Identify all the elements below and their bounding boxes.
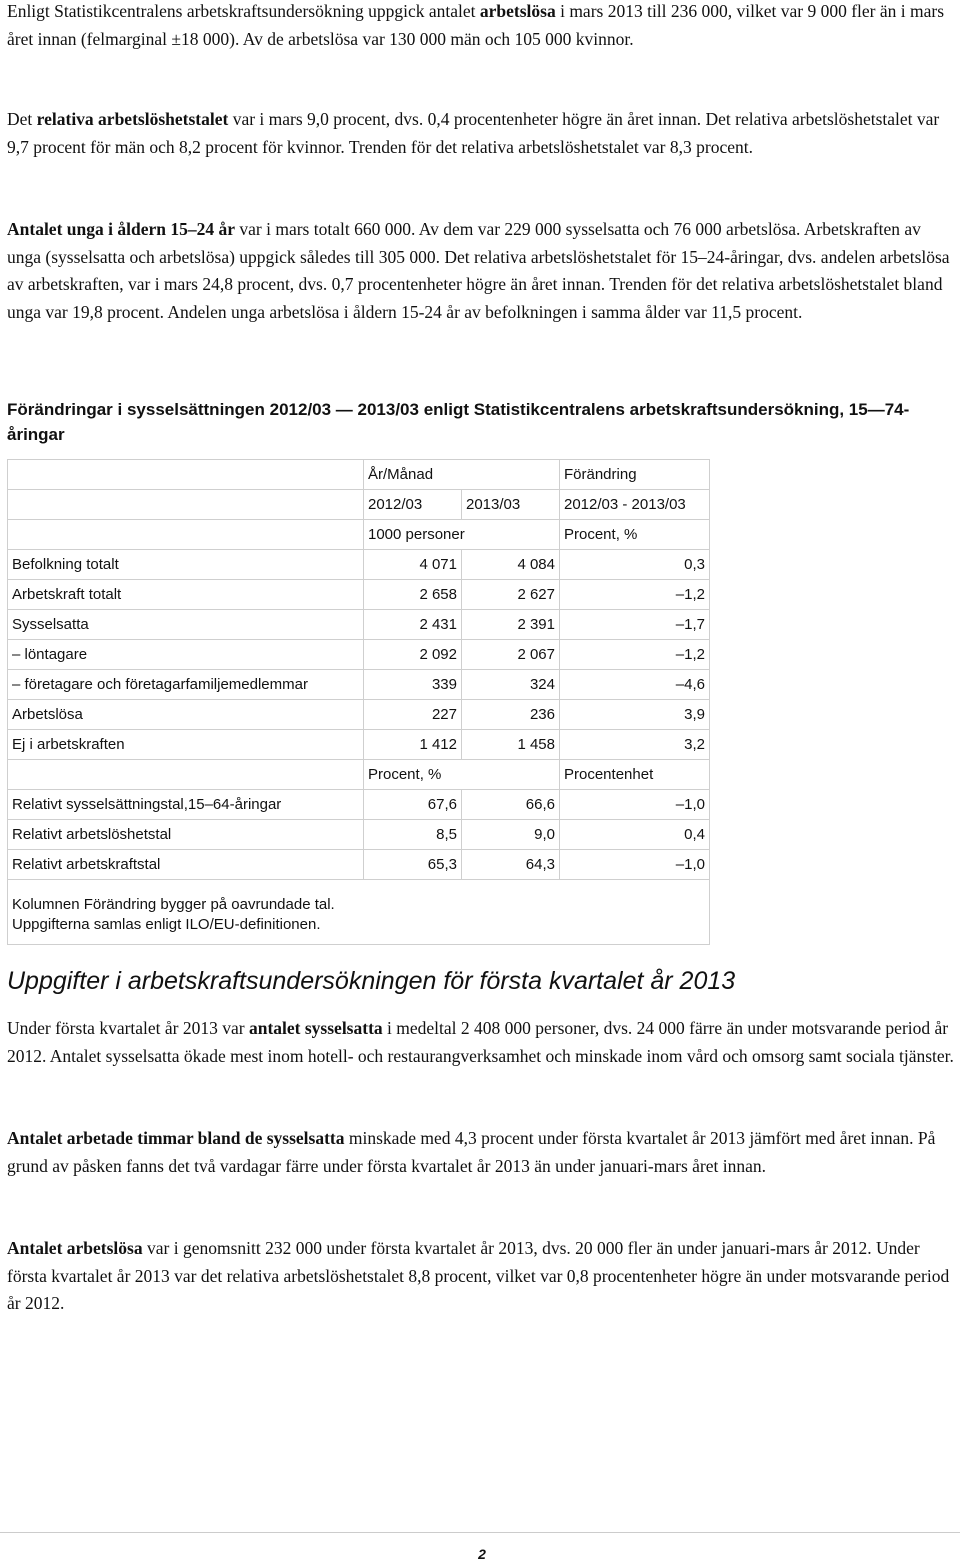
unit-label: Procent, % xyxy=(364,760,560,790)
value-change: –4,6 xyxy=(560,670,710,700)
column-header-2013: 2013/03 xyxy=(462,490,560,520)
value-2012: 1 412 xyxy=(364,730,462,760)
value-2013: 324 xyxy=(462,670,560,700)
text-run: minskade med 4,3 procent under första kvartalet år 2013 jämfört med året innan. På grund av påsken fanns det två vardagar färre under första kvartalet år 2013 än under januari-mars året innan. xyxy=(7,1128,936,1176)
table-row xyxy=(8,850,710,880)
row-label: Arbetskraft totalt xyxy=(8,580,364,610)
row-label: Arbetslösa xyxy=(8,700,364,730)
bold-run: Antalet unga i åldern 15–24 år xyxy=(7,219,235,239)
table-header-row xyxy=(8,460,710,490)
unit-label: 1000 personer xyxy=(364,520,560,550)
value-2012: 65,3 xyxy=(364,850,462,880)
table-header-row xyxy=(8,490,710,520)
value-change: –1,2 xyxy=(560,640,710,670)
table-row xyxy=(8,670,710,700)
table-note: Uppgifterna samlas enligt ILO/EU-definitionen. xyxy=(12,916,321,933)
table-row xyxy=(8,700,710,730)
value-2013: 9,0 xyxy=(462,820,560,850)
value-2012: 2 092 xyxy=(364,640,462,670)
value-change: 3,2 xyxy=(560,730,710,760)
empty-header-cell xyxy=(8,520,364,550)
value-2013: 2 391 xyxy=(462,610,560,640)
page-number: 2 xyxy=(478,1546,486,1562)
value-change: –1,0 xyxy=(560,850,710,880)
paragraph-unemployed xyxy=(7,0,957,53)
text-run: Enligt Statistikcentralens arbetskraftsundersökning uppgick antalet xyxy=(7,1,480,21)
bold-run: Antalet arbetade timmar bland de sysselsatta xyxy=(7,1128,345,1148)
bold-run: arbetslösa xyxy=(479,1,556,21)
column-header-change: 2012/03 - 2013/03 xyxy=(560,490,710,520)
text-run: var i mars 9,0 procent, dvs. 0,4 procentenheter högre än året innan. Det relativa arbetslöshetstalet var 9,7 procent för män och 8,2 procent för kvinnor. Trenden för det relativa arbetslöshetstalet var 8,3 procent. xyxy=(7,109,940,157)
value-2013: 4 084 xyxy=(462,550,560,580)
text-run: Det xyxy=(7,109,37,129)
table-row xyxy=(8,580,710,610)
table-row xyxy=(8,790,710,820)
value-2012: 8,5 xyxy=(364,820,462,850)
value-2012: 67,6 xyxy=(364,790,462,820)
empty-header-cell xyxy=(8,490,364,520)
value-change: 0,3 xyxy=(560,550,710,580)
employment-table xyxy=(7,459,710,945)
period-header: År/Månad xyxy=(364,460,560,490)
value-2013: 64,3 xyxy=(462,850,560,880)
row-label: Relativt arbetslöshetstal xyxy=(8,820,364,850)
row-label: – löntagare xyxy=(8,640,364,670)
unit-label: Procent, % xyxy=(560,520,710,550)
table-title: Förändringar i sysselsättningen 2012/03 — 2013/03 enligt Statistikcentralens arbetskraftsundersökning, 15—74-åringar xyxy=(7,400,910,444)
paragraph-employed xyxy=(7,1015,957,1070)
table-row xyxy=(8,820,710,850)
value-change: –1,0 xyxy=(560,790,710,820)
footer-divider xyxy=(0,1532,960,1533)
text-run: i mars 2013 till 236 000, vilket var 9 000 fler än i mars året innan (felmarginal ±18 000). Av de arbetslösa var 130 000 män och 105 000 kvinnor. xyxy=(7,1,945,49)
row-label: Sysselsatta xyxy=(8,610,364,640)
section-heading: Uppgifter i arbetskraftsundersökningen för första kvartalet år 2013 xyxy=(7,967,736,995)
change-header: Förändring xyxy=(560,460,710,490)
row-label: Befolkning totalt xyxy=(8,550,364,580)
value-2012: 2 658 xyxy=(364,580,462,610)
table-row xyxy=(8,640,710,670)
row-label: Ej i arbetskraften xyxy=(8,730,364,760)
table-row xyxy=(8,550,710,580)
value-change: 0,4 xyxy=(560,820,710,850)
bold-run: antalet sysselsatta xyxy=(248,1018,383,1038)
value-2013: 66,6 xyxy=(462,790,560,820)
text-run: Under första kvartalet år 2013 var xyxy=(7,1018,249,1038)
value-2013: 236 xyxy=(462,700,560,730)
value-change: 3,9 xyxy=(560,700,710,730)
value-2012: 2 431 xyxy=(364,610,462,640)
paragraph-unemployment-rate xyxy=(7,106,957,161)
bold-run: Antalet arbetslösa xyxy=(7,1238,143,1258)
empty-header-cell xyxy=(8,760,364,790)
bold-run: relativa arbetslöshetstalet xyxy=(36,109,229,129)
paragraph-hours-worked xyxy=(7,1125,957,1180)
paragraph-unemployed-quarter xyxy=(7,1235,957,1318)
column-header-2012: 2012/03 xyxy=(364,490,462,520)
value-2013: 2 067 xyxy=(462,640,560,670)
value-2013: 1 458 xyxy=(462,730,560,760)
unit-label: Procentenhet xyxy=(560,760,710,790)
empty-header-cell xyxy=(8,460,364,490)
table-row xyxy=(8,730,710,760)
row-label: Relativt arbetskraftstal xyxy=(8,850,364,880)
value-2012: 4 071 xyxy=(364,550,462,580)
row-label: Relativt sysselsättningstal,15–64-åringar xyxy=(8,790,364,820)
text-run: i medeltal 2 408 000 personer, dvs. 24 000 färre än under motsvarande period år 2012. Antalet sysselsatta ökade mest inom hotell- och restaurangverksamhet och minskade inom vård och omsorg samt sociala tjänster. xyxy=(7,1018,954,1066)
value-change: –1,7 xyxy=(560,610,710,640)
value-change: –1,2 xyxy=(560,580,710,610)
value-2013: 2 627 xyxy=(462,580,560,610)
table-unit-row xyxy=(8,760,710,790)
text-run: var i genomsnitt 232 000 under första kvartalet år 2013, dvs. 20 000 fler än under januari-mars år 2012. Under första kvartalet år 2013 var det relativa arbetslöshetstalet 8,8 procent, vilket var 0,8 procentenheter högre än under motsvarande period år 2012. xyxy=(7,1238,950,1313)
value-2012: 227 xyxy=(364,700,462,730)
table-unit-row xyxy=(8,520,710,550)
table-notes xyxy=(8,880,710,945)
table-note: Kolumnen Förändring bygger på oavrundade tal. xyxy=(12,896,335,913)
table-row xyxy=(8,610,710,640)
value-2012: 339 xyxy=(364,670,462,700)
text-run: var i mars totalt 660 000. Av dem var 229 000 sysselsatta och 76 000 arbetslösa. Arbetskraften av unga (sysselsatta och arbetslösa) uppgick således till 305 000. Det relativa arbetslöshetstalet för 15–24-åringar, dvs. andelen arbetslösa av arbetskraften, var i mars 24,8 procent, dvs. 0,7 procentenheter högre än året innan. Trenden för det relativa arbetslöshetstalet bland unga var 19,8 procent. Andelen unga arbetslösa i åldern 15-24 år av befolkningen i samma ålder var 11,5 procent. xyxy=(7,219,950,322)
row-label: – företagare och företagarfamiljemedlemmar xyxy=(8,670,364,700)
paragraph-young-people xyxy=(7,216,957,326)
table-notes-row xyxy=(8,880,710,945)
